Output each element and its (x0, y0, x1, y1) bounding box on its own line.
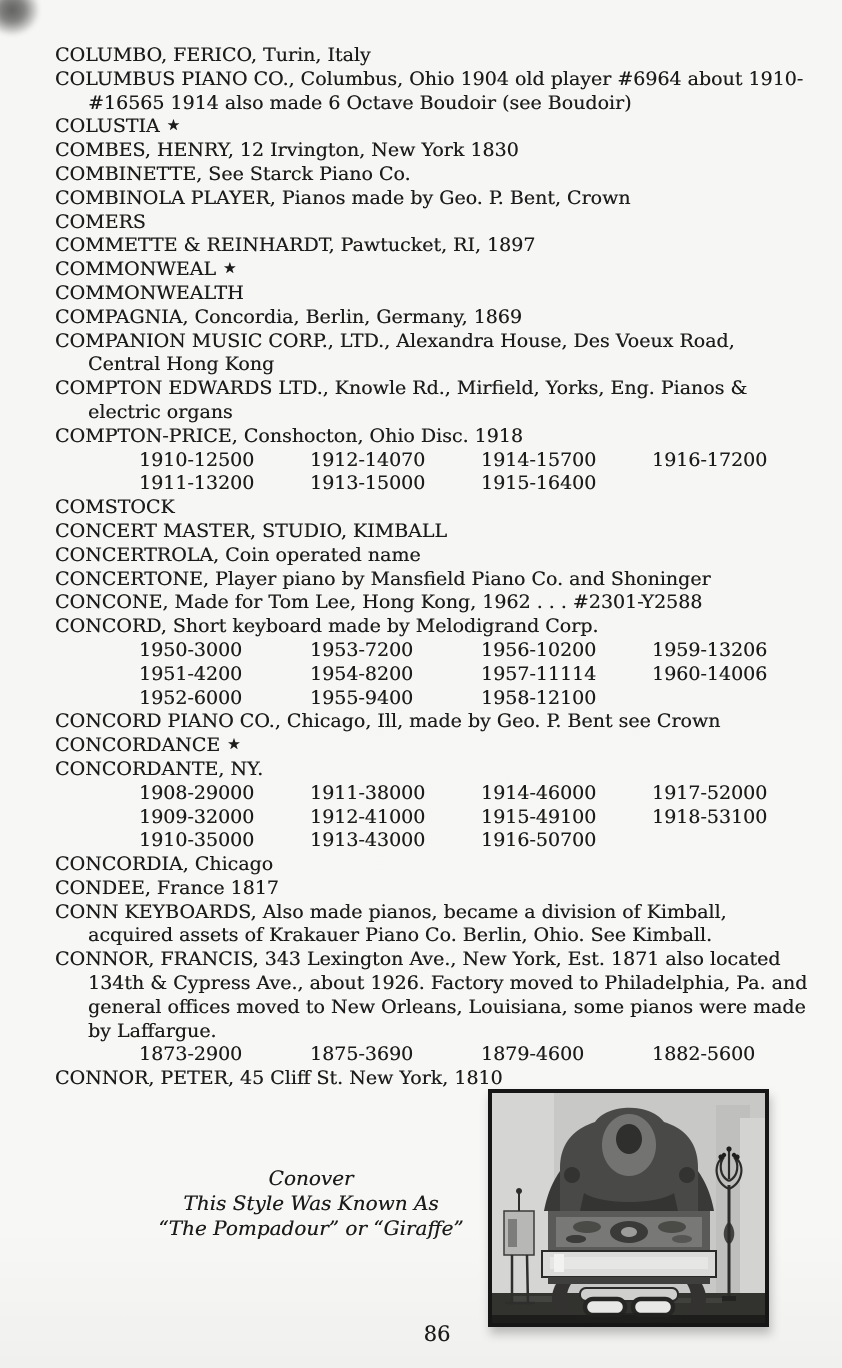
directory-entry (55, 568, 795, 592)
serial-number-cell: 1959-13206 (652, 638, 768, 661)
directory-entry (55, 758, 795, 782)
directory-entry (55, 710, 795, 734)
serial-number-cell: 1916-17200 (652, 448, 768, 471)
entry-text: CONCERT MASTER, STUDIO, KIMBALL (55, 519, 448, 542)
entry-text: CONCORD, Short keyboard made by Melodigrand Corp. (55, 615, 599, 638)
piano-photo-illustration (492, 1093, 765, 1323)
directory-entry (55, 734, 795, 758)
directory-entry (55, 615, 795, 639)
serial-number-cell: 1908-29000 (139, 781, 255, 804)
entry-text: general offices moved to New Orleans, Louisiana, some pianos were made (88, 995, 806, 1018)
entry-text: acquired assets of Krakauer Piano Co. Berlin, Ohio. See Kimball. (88, 924, 713, 947)
directory-entry (55, 948, 795, 972)
directory-entry (55, 163, 795, 187)
directory-entry (55, 211, 795, 235)
directory-entry (55, 139, 795, 163)
directory-entry (55, 544, 795, 568)
serial-number-cell: 1879-4600 (481, 1043, 585, 1066)
serial-number-row (55, 806, 795, 830)
piano-photo (488, 1089, 769, 1327)
serial-number-cell: 1912-41000 (310, 805, 426, 828)
serial-number-row (55, 449, 795, 473)
directory-entry (55, 901, 795, 925)
caption-line-3: “The Pompadour” or “Giraffe” (158, 1216, 464, 1240)
directory-entry (55, 591, 795, 615)
entry-text: CONCORD PIANO CO., Chicago, Ill, made by Geo. P. Bent see Crown (55, 710, 721, 733)
caption-line-1: Conover (268, 1166, 354, 1190)
serial-number-cell: 1915-16400 (481, 472, 597, 495)
entry-continuation-line (55, 924, 795, 948)
entry-continuation-line (55, 1020, 795, 1044)
serial-number-cell: 1954-8200 (310, 662, 414, 685)
serial-number-row (55, 639, 795, 663)
entry-text: COMPAGNIA, Concordia, Berlin, Germany, 1869 (55, 305, 522, 328)
directory-entry (55, 1067, 795, 1091)
entry-text: 134th & Cypress Ave., about 1926. Factory moved to Philadelphia, Pa. and (88, 972, 808, 995)
entry-text: COMMONWEALTH (55, 281, 244, 304)
entry-continuation-line (55, 401, 795, 425)
entry-text: COMBINOLA PLAYER, Pianos made by Geo. P. Bent, Crown (55, 186, 631, 209)
serial-number-cell: 1911-13200 (139, 472, 255, 495)
directory-entry (55, 330, 795, 354)
entry-text: COMBINETTE, See Starck Piano Co. (55, 162, 411, 185)
entry-text: COMPTON-PRICE, Conshocton, Ohio Disc. 1918 (55, 424, 523, 447)
serial-number-row (55, 663, 795, 687)
serial-number-cell: 1911-38000 (310, 781, 426, 804)
entry-continuation-line (55, 995, 806, 1020)
serial-number-cell: 1953-7200 (310, 638, 414, 661)
serial-number-cell: 1913-43000 (310, 829, 426, 852)
entry-text: CONCORDANTE, NY. (55, 757, 264, 780)
directory-entry (55, 67, 804, 92)
star-icon: ★ (227, 735, 241, 754)
entry-text: COMMONWEAL (55, 258, 216, 281)
page-number: 86 (423, 1322, 451, 1346)
serial-number-cell: 1950-3000 (139, 638, 243, 661)
serial-number-cell: 1914-46000 (481, 781, 597, 804)
star-icon: ★ (222, 259, 237, 278)
entry-text: CONNOR, PETER, 45 Cliff St. New York, 1810 (55, 1067, 503, 1090)
entry-text: electric organs (88, 400, 233, 423)
entry-text: COMSTOCK (55, 496, 175, 519)
serial-number-cell: 1910-35000 (139, 829, 255, 852)
serial-number-cell: 1873-2900 (139, 1043, 243, 1066)
directory-entry (55, 425, 795, 449)
entry-text: #16565 1914 also made 6 Octave Boudoir (see Boudoir) (88, 91, 632, 114)
directory-list (55, 44, 808, 1091)
serial-number-cell: 1875-3690 (310, 1043, 414, 1066)
directory-entry (55, 306, 795, 330)
entry-text: COLUMBUS PIANO CO., Columbus, Ohio 1904 old player #6964 about 1910- (55, 67, 804, 90)
entry-continuation-line (55, 92, 795, 116)
serial-number-row (55, 782, 795, 806)
serial-number-row (55, 687, 795, 711)
photo-caption (101, 1166, 521, 1241)
serial-number-cell: 1917-52000 (652, 781, 768, 804)
serial-number-cell: 1915-49100 (481, 805, 597, 828)
serial-number-cell: 1951-4200 (139, 662, 243, 685)
directory-entry (55, 234, 795, 258)
serial-number-cell: 1957-11114 (481, 662, 597, 685)
directory-entry (55, 377, 795, 401)
serial-number-cell: 1914-15700 (481, 448, 597, 471)
entry-text: by Laffargue. (88, 1019, 217, 1042)
entry-text: CONCORDIA, Chicago (55, 853, 274, 876)
serial-number-row (55, 1043, 795, 1067)
serial-number-cell: 1918-53100 (652, 805, 768, 828)
directory-entry (55, 496, 795, 520)
serial-number-cell: 1913-15000 (310, 472, 426, 495)
entry-continuation-line (55, 972, 808, 996)
entry-text: COMMETTE & REINHARDT, Pawtucket, RI, 1897 (55, 234, 536, 257)
serial-number-cell: 1909-32000 (139, 805, 255, 828)
caption-line-2: This Style Was Known As (183, 1191, 439, 1215)
entry-continuation-line (55, 353, 795, 377)
entry-text: COMERS (55, 210, 146, 233)
entry-text: COLUSTIA (55, 115, 160, 138)
entry-text: CONCERTONE, Player piano by Mansfield Piano Co. and Shoninger (55, 567, 711, 590)
serial-number-cell: 1882-5600 (652, 1043, 756, 1066)
serial-number-cell: 1955-9400 (310, 686, 414, 709)
entry-text: Central Hong Kong (88, 353, 275, 376)
serial-number-cell: 1952-6000 (139, 686, 243, 709)
serial-number-cell: 1956-10200 (481, 638, 597, 661)
entry-text: CONCONE, Made for Tom Lee, Hong Kong, 1962 . . . #2301-Y2588 (55, 591, 703, 614)
entry-text: COMPTON EDWARDS LTD., Knowle Rd., Mirfield, Yorks, Eng. Pianos & (55, 377, 748, 400)
directory-entry (55, 115, 795, 139)
directory-entry (55, 44, 795, 68)
entry-text: CONNOR, FRANCIS, 343 Lexington Ave., New York, Est. 1871 also located (55, 948, 781, 971)
serial-number-row (55, 472, 795, 496)
directory-entry (55, 258, 795, 282)
directory-entry (55, 877, 795, 901)
directory-entry (55, 520, 795, 544)
scan-corner-smudge (0, 0, 40, 36)
serial-number-cell: 1910-12500 (139, 448, 255, 471)
serial-number-row (55, 829, 795, 853)
serial-number-cell: 1912-14070 (310, 448, 426, 471)
directory-entry (55, 282, 795, 306)
entry-text: CONDEE, France 1817 (55, 876, 279, 899)
directory-entry (55, 187, 795, 211)
entry-text: CONCERTROLA, Coin operated name (55, 543, 421, 566)
entry-text: CONN KEYBOARDS, Also made pianos, became a division of Kimball, (55, 900, 727, 923)
entry-text: CONCORDANCE (55, 734, 221, 757)
serial-number-cell: 1916-50700 (481, 829, 597, 852)
entry-text: COLUMBO, FERICO, Turin, Italy (55, 44, 371, 66)
directory-entry (55, 853, 795, 877)
serial-number-cell: 1960-14006 (652, 662, 768, 685)
star-icon: ★ (166, 116, 181, 135)
entry-text: COMPANION MUSIC CORP., LTD., Alexandra House, Des Voeux Road, (55, 329, 735, 352)
serial-number-cell: 1958-12100 (481, 686, 597, 709)
entry-text: COMBES, HENRY, 12 Irvington, New York 1830 (55, 139, 519, 162)
